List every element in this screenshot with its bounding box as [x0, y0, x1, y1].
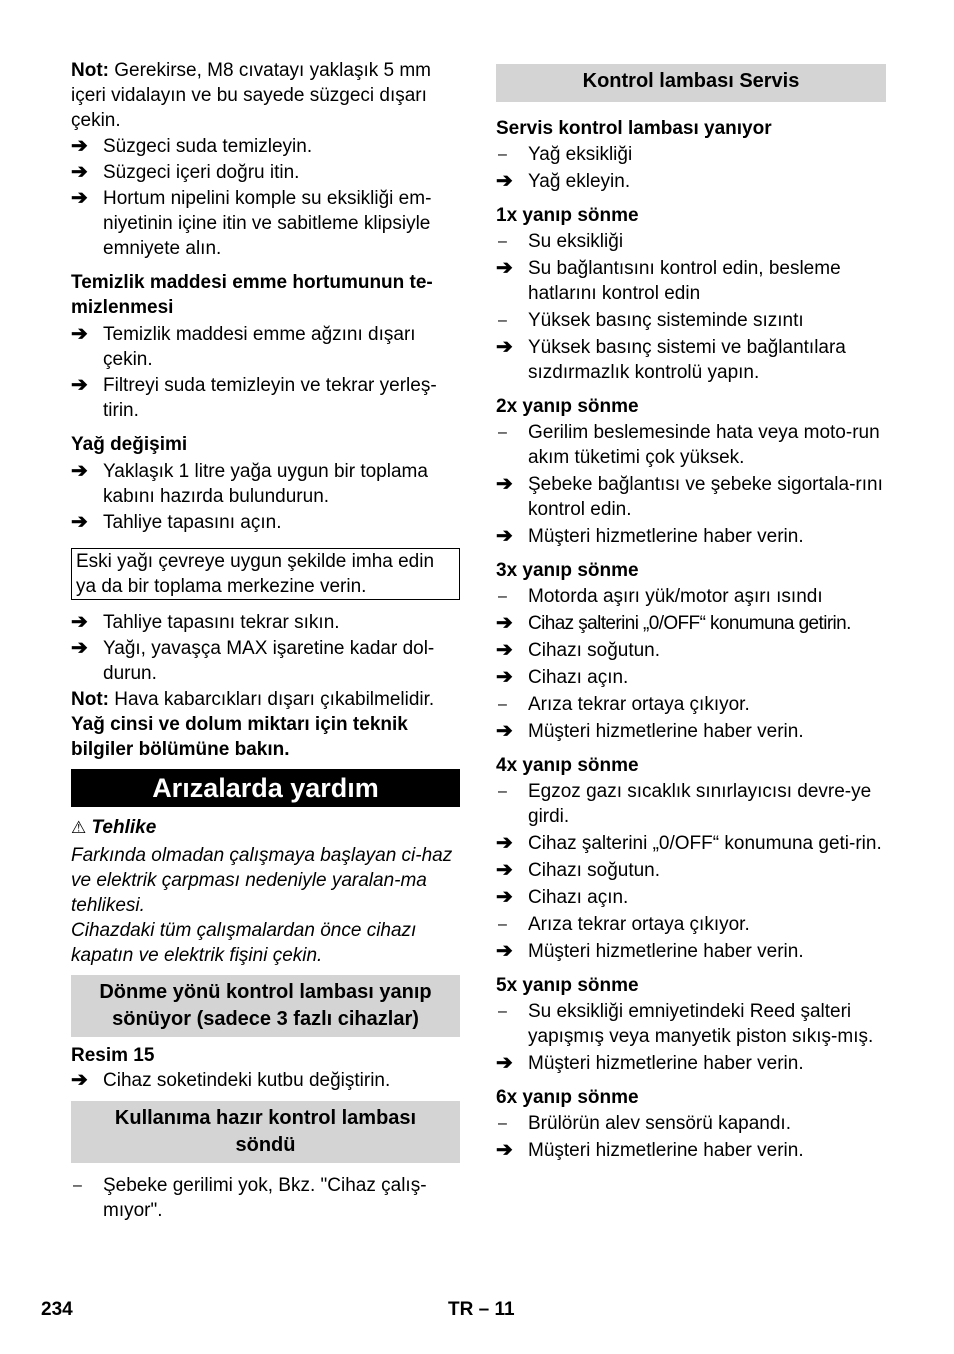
- section-heading: Temizlik maddesi emme hortumunun te-mizlenmesi: [71, 272, 433, 318]
- arrow-icon: ➔: [496, 525, 513, 547]
- left-column: [71, 58, 460, 1223]
- step-text: Cihazı açın.: [528, 667, 629, 688]
- arrow-icon: ➔: [71, 187, 88, 209]
- step-list: [71, 134, 460, 261]
- dash-icon: –: [498, 783, 507, 800]
- step-item: [496, 472, 886, 522]
- step-item: [71, 1068, 460, 1093]
- arrow-icon: ➔: [71, 374, 88, 396]
- dash-item: [496, 308, 886, 333]
- figure-reference: Resim 15: [71, 1045, 155, 1066]
- arrow-icon: ➔: [496, 336, 513, 358]
- dash-text: Brülörün alev sensörü kapandı.: [528, 1113, 791, 1134]
- fault-heading: 6x yanıp sönme: [496, 1087, 639, 1108]
- dash-text: Yağ eksikliği: [528, 144, 633, 165]
- subsection-bar-ready: Kullanıma hazır kontrol lambası söndü: [71, 1101, 460, 1163]
- step-item: [496, 719, 886, 744]
- dash-text: Arıza tekrar ortaya çıkıyor.: [528, 914, 750, 935]
- dash-icon: –: [73, 1177, 82, 1194]
- fault-group: [496, 753, 886, 964]
- fault-heading: 1x yanıp sönme: [496, 205, 639, 226]
- dash-item: [496, 420, 886, 470]
- dash-text: Motorda aşırı yük/motor aşırı ısındı: [528, 586, 823, 607]
- step-text: Cihazı soğutun.: [528, 640, 661, 661]
- arrow-icon: ➔: [496, 940, 513, 962]
- step-item: [496, 858, 886, 883]
- fault-group: [496, 203, 886, 385]
- arrow-icon: ➔: [496, 720, 513, 742]
- note-label: Not:: [71, 60, 109, 81]
- dash-text: Su eksikliği emniyetindeki Reed şalteri yapışmış veya manyetik piston sıkış-mış.: [528, 1001, 874, 1047]
- subsection-bar-rotation: Dönme yönü kontrol lambası yanıp sönüyor (sadece 3 fazlı cihazlar): [71, 975, 460, 1037]
- dash-item: [496, 584, 886, 609]
- dash-icon: –: [498, 1003, 507, 1020]
- step-item: [71, 322, 460, 372]
- note-text: Hava kabarcıkları dışarı çıkabilmelidir.: [108, 689, 435, 710]
- fault-heading: Servis kontrol lambası yanıyor: [496, 118, 772, 139]
- dash-item: [496, 779, 886, 829]
- step-text: Cihazı açın.: [528, 887, 629, 908]
- step-item: [496, 939, 886, 964]
- dash-item: [496, 142, 886, 167]
- subsection-bar-service: Kontrol lambası Servis: [496, 64, 886, 102]
- step-list: [71, 459, 460, 535]
- warning-icon: ⚠: [71, 818, 87, 837]
- arrow-icon: ➔: [71, 637, 88, 659]
- step-item: [71, 610, 460, 635]
- dash-icon: –: [498, 424, 507, 441]
- step-text: Müşteri hizmetlerine haber verin.: [528, 526, 804, 547]
- step-item: [496, 885, 886, 910]
- step-item: [496, 524, 886, 549]
- step-text: Yağı, yavaşça MAX işaretine kadar dol-durun.: [103, 638, 435, 684]
- step-text: Müşteri hizmetlerine haber verin.: [528, 721, 804, 742]
- arrow-icon: ➔: [496, 1052, 513, 1074]
- dash-text: Egzoz gazı sıcaklık sınırlayıcısı devre-ye girdi.: [528, 781, 872, 827]
- step-text: Yaklaşık 1 litre yağa uygun bir toplama kabını hazırda bulundurun.: [103, 461, 428, 507]
- bold-note: Yağ cinsi ve dolum miktarı için teknik bilgiler bölümüne bakın.: [71, 714, 408, 760]
- arrow-icon: ➔: [496, 257, 513, 279]
- step-item: [496, 638, 886, 663]
- step-text: Hortum nipelini komple su eksikliği em-niyetinin içine itin ve sabitleme klipsiyle emniyete alın.: [103, 188, 432, 259]
- dash-item: [496, 692, 886, 717]
- dash-icon: –: [498, 916, 507, 933]
- step-text: Tahliye tapasını tekrar sıkın.: [103, 612, 340, 633]
- fault-group: [496, 558, 886, 744]
- step-text: Müşteri hizmetlerine haber verin.: [528, 1053, 804, 1074]
- dash-icon: –: [498, 588, 507, 605]
- fault-group: [496, 973, 886, 1076]
- step-item: [496, 665, 886, 690]
- step-item: [71, 373, 460, 423]
- arrow-icon: ➔: [71, 323, 88, 345]
- arrow-icon: ➔: [496, 473, 513, 495]
- fault-group: [496, 116, 886, 194]
- page-number: 234: [41, 1299, 73, 1320]
- arrow-icon: ➔: [496, 666, 513, 688]
- dash-icon: –: [498, 146, 507, 163]
- danger-text: Cihazdaki tüm çalışmalardan önce cihazı kapatın ve elektrik fişini çekin.: [71, 920, 417, 966]
- arrow-icon: ➔: [496, 1139, 513, 1161]
- step-item: [71, 134, 460, 159]
- note-paragraph: [71, 58, 460, 133]
- section-heading: Yağ değişimi: [71, 434, 188, 455]
- dash-item: [496, 912, 886, 937]
- section-title-bar: Arızalarda yardım: [71, 769, 460, 807]
- fault-heading: 3x yanıp sönme: [496, 560, 639, 581]
- step-text: Müşteri hizmetlerine haber verin.: [528, 1140, 804, 1161]
- step-item: [71, 459, 460, 509]
- step-text: Tahliye tapasını açın.: [103, 512, 282, 533]
- fault-group: [496, 1085, 886, 1163]
- note-paragraph: [71, 687, 460, 712]
- step-item: [71, 186, 460, 261]
- step-text: Yüksek basınç sistemi ve bağlantılara sızdırmazlık kontrolü yapın.: [528, 337, 846, 383]
- dash-icon: –: [498, 233, 507, 250]
- step-text: Yağ ekleyin.: [528, 171, 631, 192]
- step-item: [71, 510, 460, 535]
- dash-item: [496, 1111, 886, 1136]
- fault-groups: [496, 116, 886, 1163]
- arrow-icon: ➔: [496, 859, 513, 881]
- arrow-icon: ➔: [71, 611, 88, 633]
- fault-heading: 2x yanıp sönme: [496, 396, 639, 417]
- step-item: [496, 611, 886, 636]
- step-item: [496, 169, 886, 194]
- dash-text: Su eksikliği: [528, 231, 624, 252]
- danger-label: Tehlike: [91, 817, 157, 838]
- fault-heading: 5x yanıp sönme: [496, 975, 639, 996]
- fault-group: [496, 394, 886, 549]
- step-list: [71, 610, 460, 686]
- step-text: Müşteri hizmetlerine haber verin.: [528, 941, 804, 962]
- dash-text: Yüksek basınç sisteminde sızıntı: [528, 310, 804, 331]
- fault-heading: 4x yanıp sönme: [496, 755, 639, 776]
- dash-text: Gerilim beslemesinde hata veya moto-run akım tüketimi çok yüksek.: [528, 422, 880, 468]
- step-text: Süzgeci suda temizleyin.: [103, 136, 313, 157]
- dash-item: [71, 1173, 460, 1223]
- step-item: [496, 831, 886, 856]
- arrow-icon: ➔: [496, 612, 513, 634]
- note-label: Not:: [71, 689, 109, 710]
- arrow-icon: ➔: [496, 886, 513, 908]
- step-text: Cihaz şalterini „0/OFF“ konumuna geti-rin.: [528, 833, 882, 854]
- dash-item: [496, 999, 886, 1049]
- step-text: Süzgeci içeri doğru itin.: [103, 162, 300, 183]
- step-text: Filtreyi suda temizleyin ve tekrar yerleş-tirin.: [103, 375, 437, 421]
- dash-icon: –: [498, 312, 507, 329]
- dash-item: [496, 229, 886, 254]
- step-item: [71, 636, 460, 686]
- arrow-icon: ➔: [496, 832, 513, 854]
- arrow-icon: ➔: [71, 135, 88, 157]
- arrow-icon: ➔: [71, 511, 88, 533]
- page-label: TR – 11: [448, 1299, 515, 1320]
- step-text: Şebeke bağlantısı ve şebeke sigortala-rını kontrol edin.: [528, 474, 883, 520]
- arrow-icon: ➔: [496, 639, 513, 661]
- dash-text: Arıza tekrar ortaya çıkıyor.: [528, 694, 750, 715]
- step-text: Cihaz şalterini „0/OFF“ konumuna getirin.: [528, 613, 851, 634]
- danger-text: Farkında olmadan çalışmaya başlayan ci-haz ve elektrik çarpması nedeniyle yaralan-ma tehlikesi.: [71, 845, 453, 916]
- notice-box: Eski yağı çevreye uygun şekilde imha edin ya da bir toplama merkezine verin.: [71, 548, 460, 600]
- step-list: [71, 322, 460, 423]
- step-item: [496, 1138, 886, 1163]
- arrow-icon: ➔: [71, 1069, 88, 1091]
- arrow-icon: ➔: [496, 170, 513, 192]
- arrow-icon: ➔: [71, 460, 88, 482]
- right-column: [496, 58, 886, 1172]
- step-text: Su bağlantısını kontrol edin, besleme hatlarını kontrol edin: [528, 258, 841, 304]
- arrow-icon: ➔: [71, 161, 88, 183]
- dash-icon: –: [498, 696, 507, 713]
- step-item: [71, 160, 460, 185]
- step-text: Temizlik maddesi emme ağzını dışarı çekin.: [103, 324, 416, 370]
- danger-heading: [71, 815, 460, 840]
- step-item: [496, 256, 886, 306]
- step-text: Cihaz soketindeki kutbu değiştirin.: [103, 1070, 391, 1091]
- dash-icon: –: [498, 1115, 507, 1132]
- dash-text: Şebeke gerilimi yok, Bkz. "Cihaz çalış-mıyor".: [103, 1175, 427, 1221]
- note-text: Gerekirse, M8 cıvatayı yaklaşık 5 mm içeri vidalayın ve bu sayede süzgeci dışarı çekin.: [71, 60, 432, 131]
- step-text: Cihazı soğutun.: [528, 860, 661, 881]
- step-item: [496, 1051, 886, 1076]
- step-item: [496, 335, 886, 385]
